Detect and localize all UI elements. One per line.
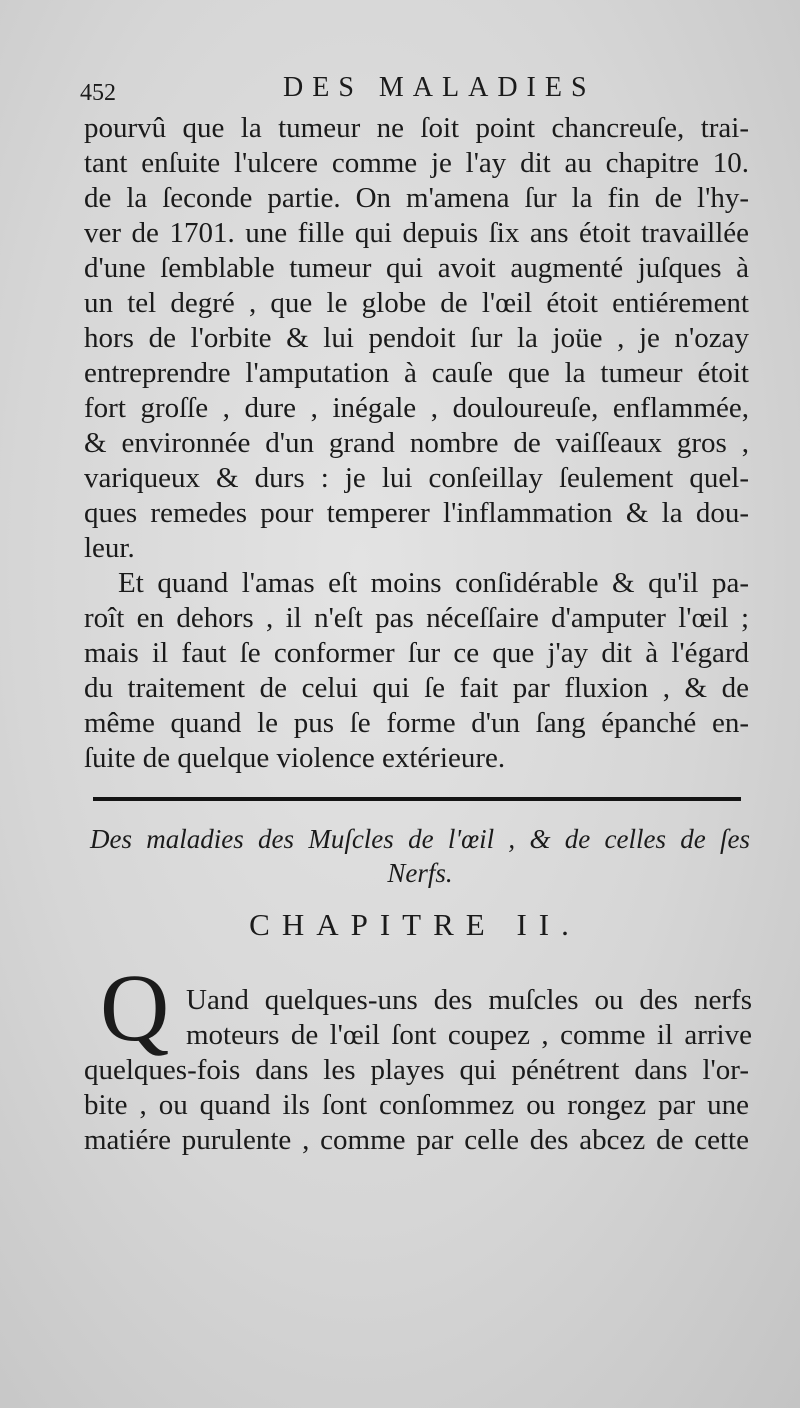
- text-line: variqueux & durs : je lui conſeillay ſeulement quel-: [84, 462, 749, 494]
- text-line: hors de l'orbite & lui pendoit ſur la joüe , je n'ozay: [84, 322, 749, 354]
- chapter-subtitle: Nerfs.: [387, 858, 453, 888]
- text-line: ſuite de quelque violence extérieure.: [84, 742, 506, 774]
- text-line: roît en dehors , il n'eſt pas néceſſaire d'amputer l'œil ;: [84, 602, 749, 634]
- section-divider: [93, 797, 741, 801]
- text-line: mais il faut ſe conformer ſur ce que j'ay dit à l'égard: [84, 637, 749, 669]
- text-line: entreprendre l'amputation à cauſe que la tumeur étoit: [84, 357, 749, 389]
- text-line: même quand le pus ſe forme d'un ſang épanché en-: [84, 707, 749, 739]
- text-line: ques remedes pour temperer l'inflammation & la dou-: [84, 497, 749, 529]
- text-line: tant enſuite l'ulcere comme je l'ay dit au chapitre 10.: [84, 147, 749, 179]
- text-line: & environnée d'un grand nombre de vaiſſeaux gros ,: [84, 427, 749, 459]
- text-line: Uand quelques-uns des muſcles ou des nerfs: [186, 984, 752, 1016]
- text-line: bite , ou quand ils ſont conſommez ou rongez par une: [84, 1089, 749, 1121]
- text-line: quelques-fois dans les playes qui pénétrent dans l'or-: [84, 1054, 749, 1086]
- chapter-subtitle: Des maladies des Muſcles de l'œil , & de celles de ſes: [90, 824, 750, 854]
- text-line: moteurs de l'œil ſont coupez , comme il arrive: [186, 1019, 752, 1051]
- text-line: Et quand l'amas eſt moins conſidérable & qu'il pa-: [118, 567, 749, 599]
- text-line: leur.: [84, 532, 135, 564]
- text-line: ver de 1701. une fille qui depuis ſix ans étoit travaillée: [84, 217, 749, 249]
- page-number: 452: [80, 80, 116, 106]
- text-line: matiére purulente , comme par celle des abcez de cette: [84, 1124, 749, 1156]
- text-line: de la ſeconde partie. On m'amena ſur la fin de l'hy-: [84, 182, 749, 214]
- drop-cap: Q: [100, 954, 170, 1061]
- text-line: pourvû que la tumeur ne ſoit point chancreuſe, trai-: [84, 112, 749, 144]
- text-line: du traitement de celui qui ſe fait par fluxion , & de: [84, 672, 749, 704]
- text-line: d'une ſemblable tumeur qui avoit augmenté juſques à: [84, 252, 749, 284]
- text-line: un tel degré , que le globe de l'œil étoit entiérement: [84, 287, 749, 319]
- running-head: DES MALADIES: [283, 72, 596, 103]
- chapter-heading: CHAPITRE II.: [249, 907, 581, 942]
- text-line: fort groſſe , dure , inégale , douloureuſe, enflammée,: [84, 392, 749, 424]
